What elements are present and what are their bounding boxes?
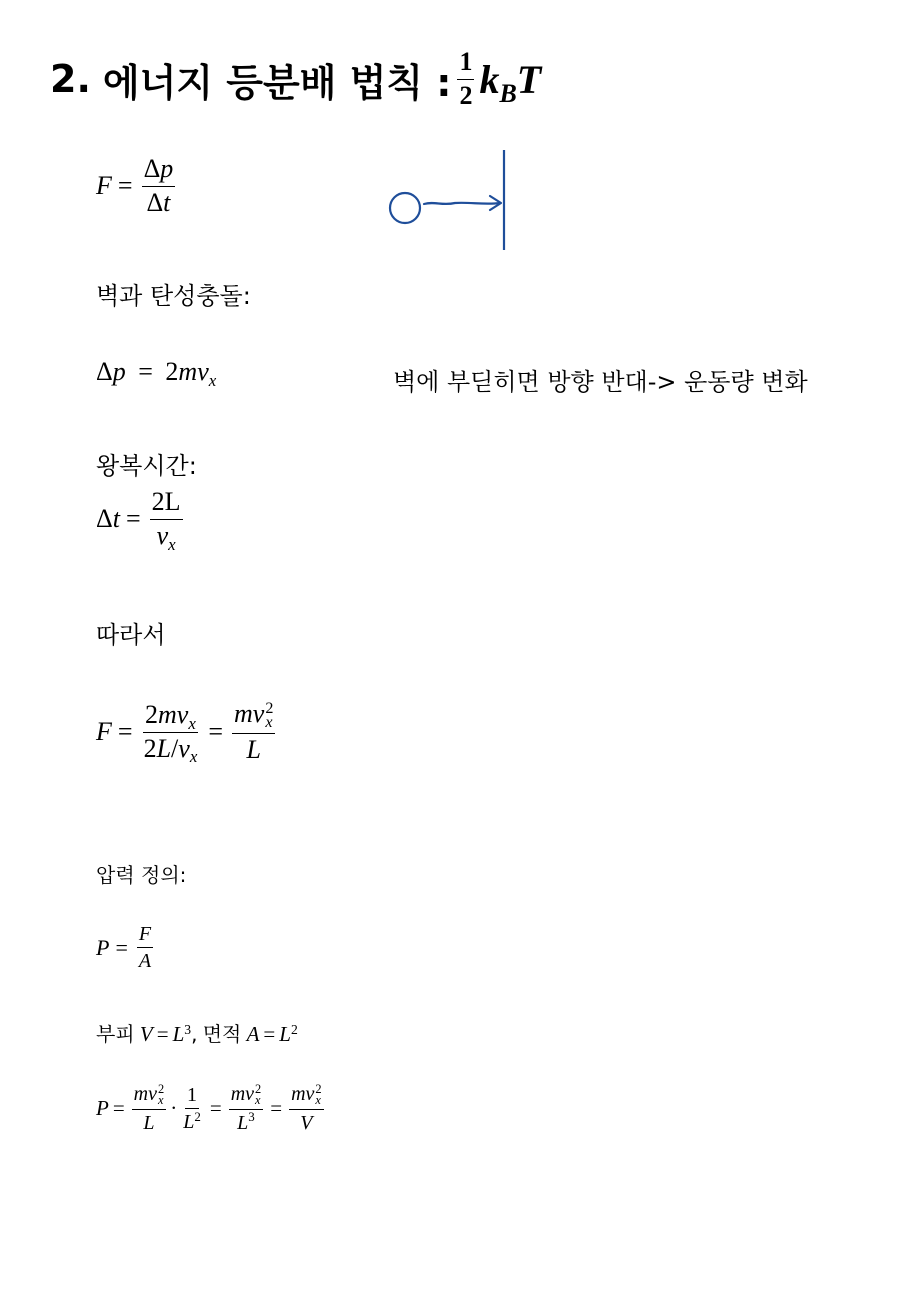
mass-var: m [230,1083,246,1105]
title-text: 에너지 등분배 법칙 : [102,60,452,105]
equation-force-derived [96,699,278,767]
delta-symbol: Δ [96,357,113,386]
fraction-numerator [132,1083,167,1110]
velocity-var: v [305,1083,315,1105]
slash: / [171,733,179,763]
eq-force-denominator [144,187,172,218]
equation-pressure-derived [96,1083,327,1134]
dot-operator: · [170,1095,178,1120]
equals-sign: = [112,1095,125,1120]
equals-sign: = [263,1022,276,1046]
fraction-numerator: 1 [185,1084,199,1109]
mass-var: m [158,699,177,729]
equals-sign: = [138,357,153,386]
sup-sub-stack [265,699,274,732]
eq-pressure-fraction [137,923,153,972]
fraction-denominator [235,1110,257,1134]
eq-force2-numerator2 [232,700,275,734]
equals-sign: = [209,1095,222,1120]
momentum-var: p [160,154,174,183]
x-subscript: x [208,370,217,390]
momentum-var: p [112,357,126,386]
volume-var: V [139,1022,153,1046]
particle-wall-diagram [380,145,520,255]
x-subscript: x [255,1093,261,1108]
x-subscript: x [189,747,198,767]
fraction-numerator [289,1083,324,1110]
title-fraction-numerator: 1 [457,48,474,80]
pressure-var: P [96,1095,109,1120]
x-subscript: x [168,534,176,554]
eq-pressure2-fraction3 [229,1083,264,1134]
eq-force2-numerator1 [143,701,198,733]
eq-pressure2-fraction2 [181,1084,203,1133]
x-subscript: x [315,1093,321,1108]
coefficient: 2 [165,357,179,386]
velocity-var: v [252,699,265,728]
velocity-var: v [176,699,189,729]
mass-var: m [133,1083,149,1105]
volume-area-line [96,1018,298,1047]
fraction-denominator [181,1109,203,1133]
coefficient: 2 [143,733,157,763]
fraction-numerator [229,1083,264,1110]
mass-var: m [233,699,253,728]
label-round-trip-time: 왕복시간: [96,452,197,480]
eq-time-numerator: 2L [150,488,183,520]
eq-force2-fraction1 [142,699,200,767]
mass-var: m [178,357,198,386]
label-elastic-collision: 벽과 탄성충돌: [96,282,251,310]
equation-force-definition [96,155,178,217]
exponent: 2 [315,1082,322,1097]
exponent: 2 [158,1082,165,1097]
eq-force2-denominator2: L [246,734,261,764]
eq-time-fraction [150,487,183,554]
equals-sign: = [117,717,133,747]
fraction-denominator: V [300,1111,313,1134]
length-var: L [156,733,172,763]
x-subscript: x [188,713,196,733]
title-k-subscript: B [499,78,517,108]
equation-round-trip-time [96,487,186,554]
sup-sub-stack [315,1084,321,1106]
exponent: 3 [184,1021,192,1037]
time-var: t [112,504,120,534]
pressure-var: P [96,934,110,960]
eq-pressure-numerator: F [137,923,153,948]
x-subscript: x [158,1093,164,1108]
equation-pressure-definition [96,923,156,972]
mass-var: m [291,1083,306,1105]
eq-force2-fraction2 [232,700,275,764]
delta-symbol: Δ [146,187,164,217]
particle-circle-icon [390,193,420,223]
equals-sign: = [208,717,223,747]
exponent: 2 [255,1082,262,1097]
label-therefore: 따라서 [96,621,166,649]
eq-force-lhs: F [96,171,112,201]
comma: , [191,1022,198,1046]
velocity-var: v [178,733,190,763]
length-var: L [183,1110,195,1133]
exponent: 3 [248,1109,255,1125]
title-fraction [457,48,474,110]
title-fraction-denominator: 2 [459,80,473,110]
velocity-arrow-icon [424,203,500,204]
title-kbt [479,56,542,108]
time-var: t [163,187,171,217]
equals-sign: = [270,1095,283,1120]
velocity-var: v [245,1083,255,1105]
delta-symbol: Δ [143,154,161,183]
equation-momentum-change [96,357,217,390]
area-var: A [246,1022,260,1046]
equals-sign: = [125,504,141,534]
page-title [50,48,541,110]
x-subscript: x [265,714,273,732]
length-var: L [172,1022,185,1046]
velocity-var: v [148,1083,158,1105]
exponent: 2 [194,1108,201,1124]
exponent: 2 [265,699,274,717]
force-var: F [96,717,112,747]
area-word: 면적 [202,1022,242,1046]
note-momentum-change: 벽에 부딛히면 방향 반대-> 운동량 변화 [393,368,808,396]
length-var: L [237,1111,249,1134]
eq-force-fraction [142,155,176,217]
eq-force-equals: = [117,171,133,201]
eq-pressure2-fraction4 [289,1083,324,1134]
eq-pressure2-fraction1 [132,1083,167,1134]
velocity-var: v [197,357,209,386]
delta-symbol: Δ [96,504,113,534]
eq-force-numerator [142,155,176,187]
length-var: L [279,1022,291,1046]
exponent: 2 [290,1021,298,1037]
coefficient: 2 [145,699,159,729]
title-k: k [479,56,500,102]
sup-sub-stack [158,1084,164,1106]
equals-sign: = [115,934,128,960]
eq-time-denominator [155,520,178,554]
title-T: T [516,56,542,102]
sup-sub-stack [255,1084,261,1106]
label-pressure-definition: 압력 정의: [96,863,187,887]
velocity-var: v [156,520,169,550]
eq-pressure-denominator: A [138,950,152,972]
equals-sign: = [156,1022,169,1046]
title-number: 2. [50,57,91,102]
eq-force2-denominator1 [142,733,200,767]
volume-word: 부피 [96,1022,135,1046]
fraction-denominator: L [143,1111,155,1134]
